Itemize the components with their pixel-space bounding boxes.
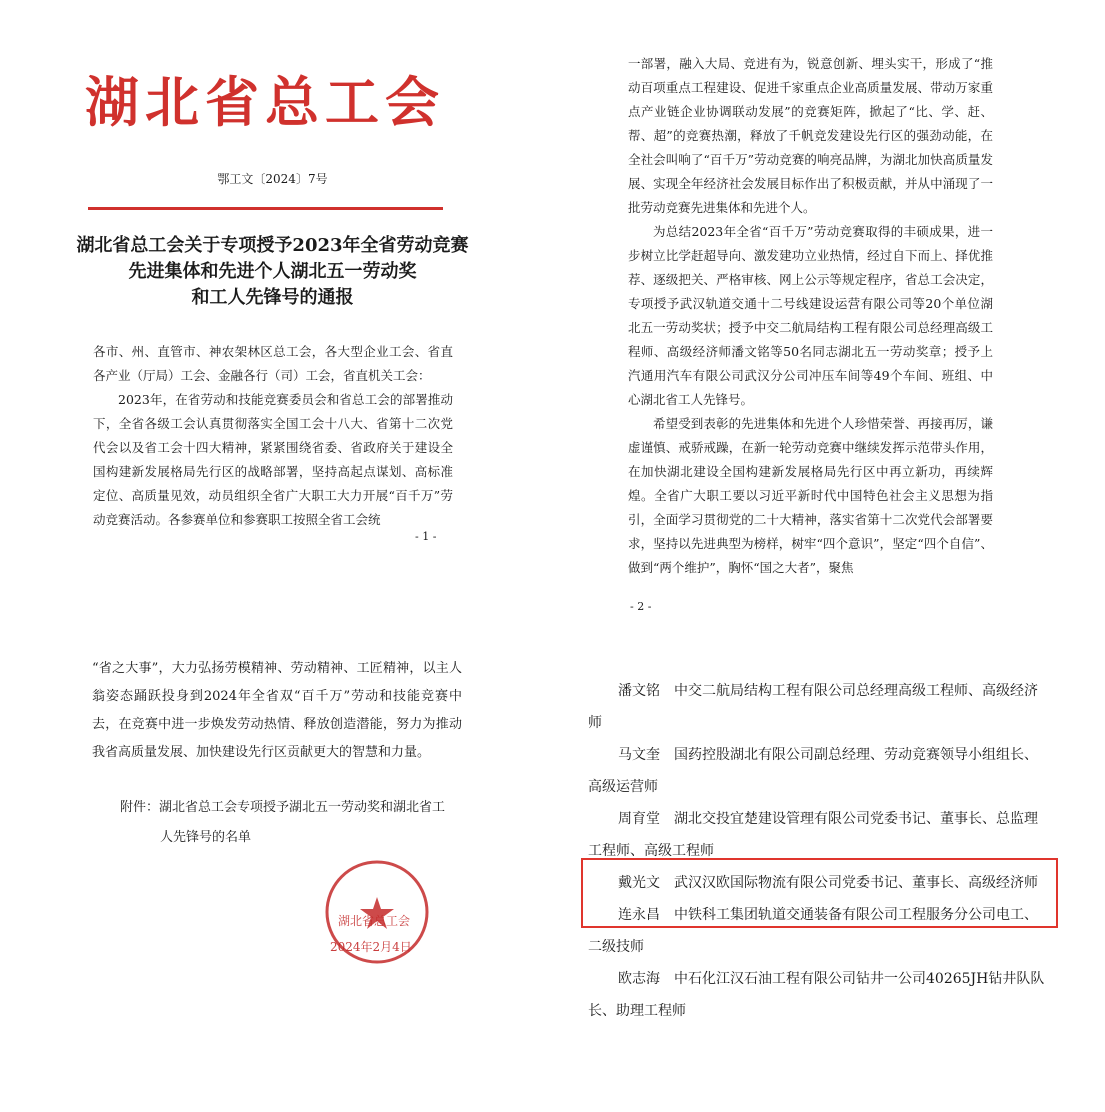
highlight-box xyxy=(581,858,1058,928)
awardee-desc: 武汉汉欧国际物流有限公司党委书记、董事长、高级经济师 xyxy=(674,875,1038,891)
document-number: 鄂工文〔2024〕7号 xyxy=(217,172,328,186)
awardee-list xyxy=(588,675,1048,1027)
awardee-desc: 中石化江汉石油工程有限公司钻井一公司40265JH钻井队队长、助理工程师 xyxy=(588,971,1045,1019)
list-item xyxy=(588,739,1048,803)
page1-body xyxy=(93,340,453,532)
notice-title-line: 先进集体和先进个人湖北五一劳动奖 xyxy=(128,261,417,282)
awardee-desc: 中交二航局结构工程有限公司总经理高级工程师、高级经济师 xyxy=(588,683,1038,731)
addressees: 各市、州、直管市、神农架林区总工会，各大型企业工会、省直各产业（厅局）工会、金融各行（司）工会，省直机关工会： xyxy=(93,344,453,383)
page-number: - 2 - xyxy=(630,600,652,613)
awardee-name: 潘文铭 xyxy=(618,683,660,699)
notice-title xyxy=(60,233,485,311)
body-paragraph: “省之大事”，大力弘扬劳模精神、劳动精神、工匠精神，以主人翁姿态踊跃投身到2024年全省双“百千万”劳动和技能竞赛中去，在竞赛中进一步焕发劳动热情、释放创造潜能，努力为推动我省高质量发展、加快建设先行区贡献更大的智慧和力量。 xyxy=(92,661,462,760)
notice-title-line: 湖北省总工会关于专项授予2023年全省劳动竞赛 xyxy=(76,235,469,256)
red-divider xyxy=(88,207,443,210)
document-page-4 xyxy=(560,625,1105,1112)
stamp-date: 2024年2月4日 xyxy=(330,940,412,954)
body-paragraph: 为总结2023年全省“百千万”劳动竞赛取得的丰硕成果，进一步树立比学赶超导向、激发建功立业热情，经过自下而上、择优推荐、逐级把关、严格审核、网上公示等规定程序，省总工会决定，专项授予武汉轨道交通十二号线建设运营有限公司等20个单位湖北五一劳动奖状；授予中交二航局结构工程有限公司总经理高级工程师、高级经济师潘文铭等50名同志湖北五一劳动奖章；授予上汽通用汽车有限公司武汉分公司冲压车间等49个车间、班组、中心湖北省工人先锋号。 xyxy=(628,224,993,407)
awardee-name: 连永昌 xyxy=(618,907,660,923)
body-paragraph: 希望受到表彰的先进集体和先进个人珍惜荣誉、再接再厉，谦虚谨慎、戒骄戒躁，在新一轮劳动竞赛中继续发挥示范带头作用，在加快湖北建设全国构建新发展格局先行区中再立新功，再续辉煌。全省广大职工要以习近平新时代中国特色社会主义思想为指引，全面学习贯彻党的二十大精神，落实省第十二次党代会部署要求，坚持以先进典型为榜样，树牢“四个意识”，坚定“四个自信”、做到“两个维护”，胸怀“国之大者”，聚焦 xyxy=(628,416,993,575)
list-item xyxy=(588,675,1048,739)
list-item xyxy=(588,963,1048,1027)
page-number: - 1 - xyxy=(415,530,437,543)
attachment-note xyxy=(120,793,470,853)
awardee-desc: 中铁科工集团轨道交通装备有限公司工程服务分公司电工、二级技师 xyxy=(588,907,1038,955)
stamp-organization: 湖北省总工会 xyxy=(338,914,411,928)
document-page-1 xyxy=(0,0,545,625)
awardee-name: 周育堂 xyxy=(618,811,660,827)
notice-title-line: 和工人先锋号的通报 xyxy=(191,287,354,308)
document-page-3 xyxy=(0,625,545,1112)
awardee-name: 马文奎 xyxy=(618,747,660,763)
page2-body xyxy=(628,52,993,580)
attachment-continuation: 人先锋号的名单 xyxy=(160,830,252,845)
org-letterhead-title: 湖北省总工会 xyxy=(85,70,445,134)
attachment-label: 附件：湖北省总工会专项授予湖北五一劳动奖和湖北省工 xyxy=(120,800,446,815)
body-paragraph: 2023年，在省劳动和技能竞赛委员会和省总工会的部署推动下，全省各级工会认真贯彻落实全国工会十八大、省第十二次党代会以及省工会十四大精神，紧紧围绕省委、省政府关于建设全国构建新发展格局先行区的战略部署，坚持高起点谋划、高标准定位、高质量见效，动员组织全省广大职工大力开展“百千万”劳动竞赛活动。各参赛单位和参赛职工按照全省工会统 xyxy=(93,392,453,527)
awardee-desc: 湖北交投宜楚建设管理有限公司党委书记、董事长、总监理工程师、高级工程师 xyxy=(588,811,1038,859)
document-page-2 xyxy=(560,0,1105,625)
body-paragraph: 一部署，融入大局、竞进有为，锐意创新、埋头实干，形成了“推动百项重点工程建设、促进千家重点企业高质量发展、带动万家重点产业链企业协调联动发展”的竞赛矩阵，掀起了“比、学、赶、帮、超”的竞赛热潮，释放了千帆竞发建设先行区的强劲动能，在全社会叫响了“百千万”劳动竞赛的响亮品牌，为湖北加快高质量发展、实现全年经济社会发展目标作出了积极贡献，并从中涌现了一批劳动竞赛先进集体和先进个人。 xyxy=(628,56,993,215)
awardee-name: 戴光文 xyxy=(618,875,660,891)
awardee-desc: 国药控股湖北有限公司副总经理、劳动竞赛领导小组组长、高级运营师 xyxy=(588,747,1038,795)
awardee-name: 欧志海 xyxy=(618,971,660,987)
